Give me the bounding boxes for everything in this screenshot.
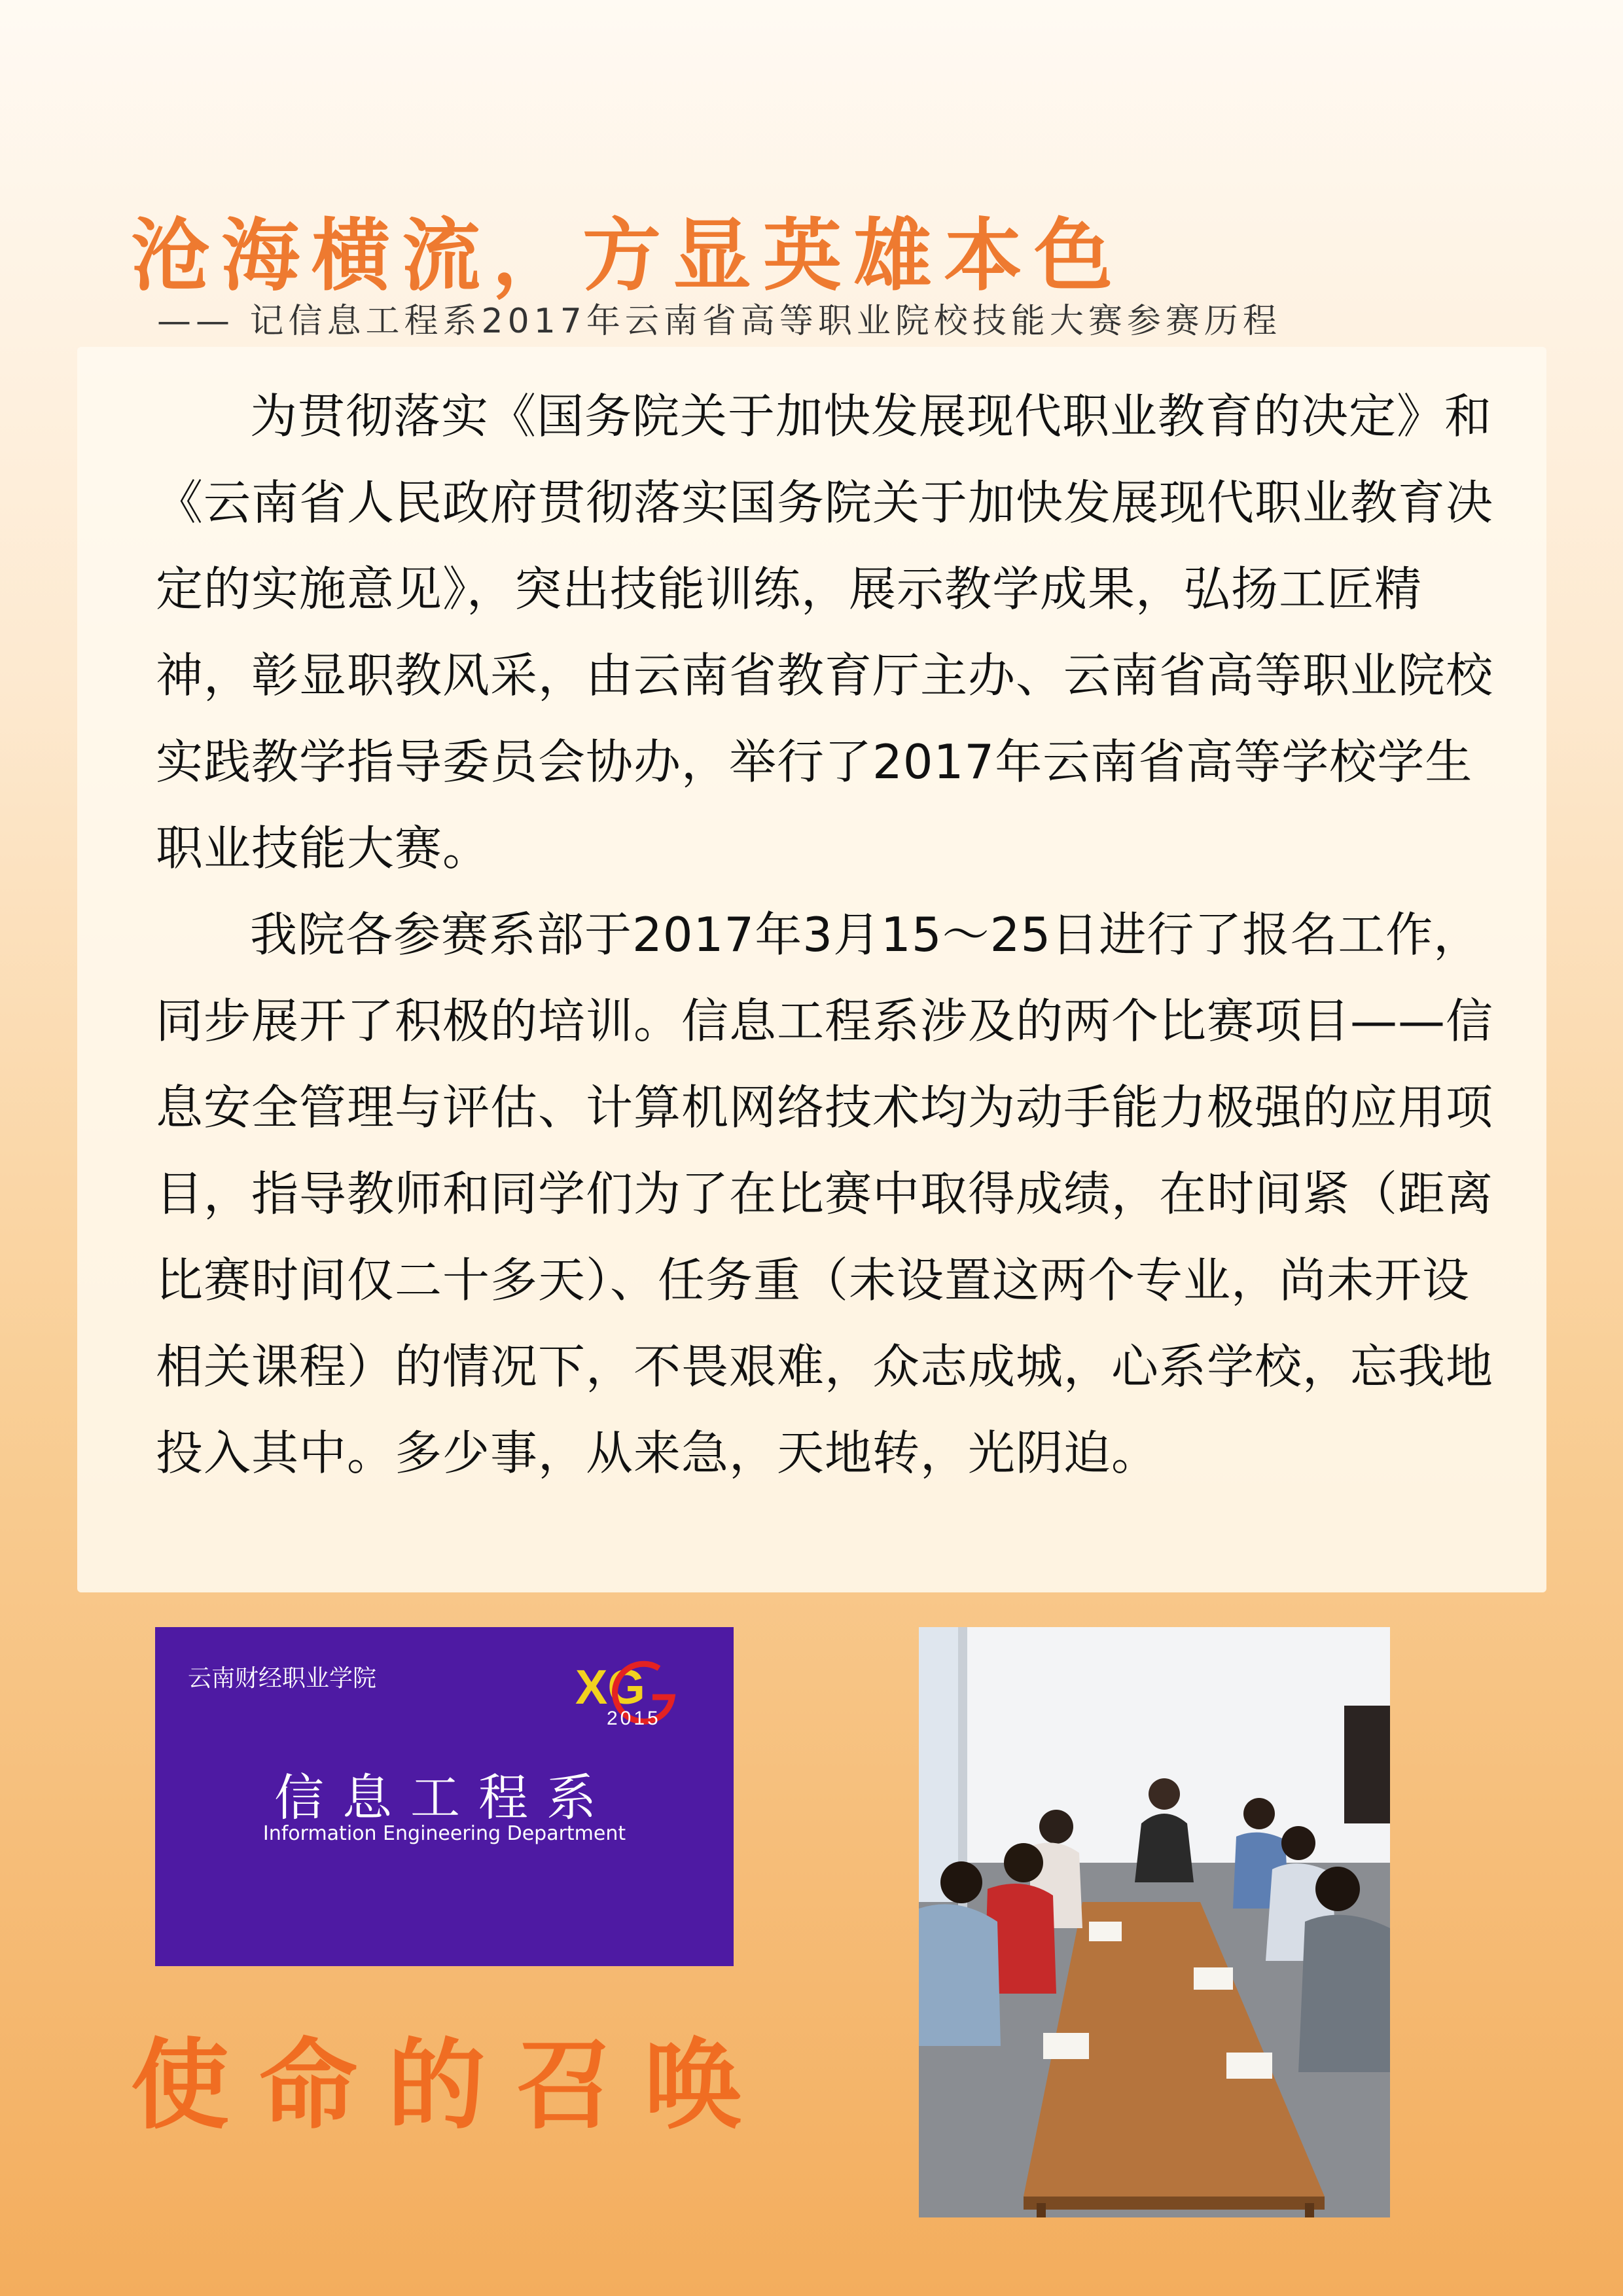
department-name-cn: 信息工程系 — [274, 1768, 615, 1827]
slogan: 使命的召唤 — [131, 2028, 773, 2143]
page-title: 沧海横流，方显英雄本色 — [131, 211, 1124, 302]
department-card — [155, 1627, 734, 1966]
article-paragraph-1: 为贯彻落实《国务院关于加快发展现代职业教育的决定》和《云南省人民政府贯彻落实国务院关于加快发展现代职业教育决定的实施意见》，突出技能训练，展示教学成果，弘扬工匠精神，彰显职教风采，由云南省教育厅主办、云南省高等职业院校实践教学指导委员会协办，举行了2017年云南省高等学校学生职业技能大赛。 — [156, 389, 1494, 876]
department-logo-icon — [561, 1657, 692, 1729]
page-subtitle: —— 记信息工程系2017年云南省高等职业院校技能大赛参赛历程 — [157, 302, 1281, 341]
department-name-en: Information Engineering Department — [262, 1822, 626, 1845]
article-panel — [77, 347, 1546, 1592]
meeting-photo-icon — [919, 1627, 1390, 2217]
college-name: 云南财经职业学院 — [188, 1665, 377, 1692]
logo-letter-x: XG — [575, 1660, 645, 1714]
article-paragraph-2: 我院各参赛系部于2017年3月15～25日进行了报名工作，同步展开了积极的培训。信息工程系涉及的两个比赛项目——信息安全管理与评估、计算机网络技术均为动手能力极强的应用项目，指导教师和同学们为了在比赛中取得成绩，在时间紧（距离比赛时间仅二十多天）、任务重（未设置这两个专业，尚未开设相关课程）的情况下，不畏艰难，众志成城，心系学校，忘我地投入其中。多少事，从来急，天地转，光阴迫。 — [156, 907, 1494, 1480]
logo-year: 2015 — [607, 1708, 661, 1729]
meeting-photo — [919, 1627, 1390, 2217]
